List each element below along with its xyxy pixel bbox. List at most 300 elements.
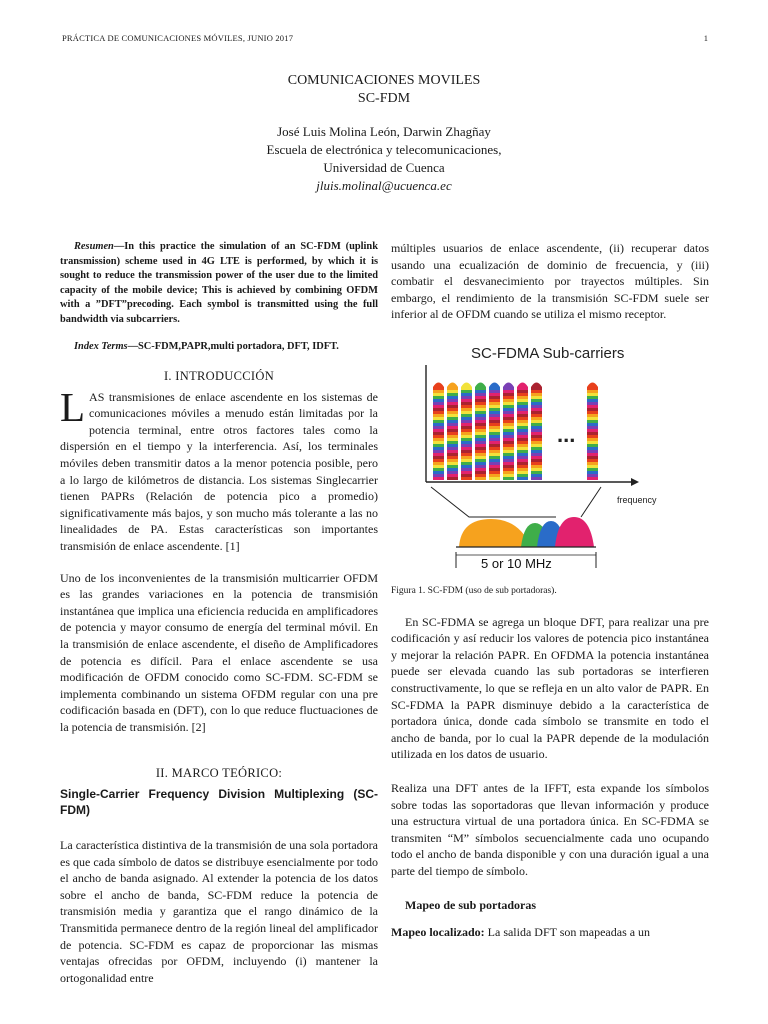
subcarrier-band — [517, 393, 528, 396]
left-column — [60, 240, 378, 986]
subcarrier-band — [503, 462, 514, 465]
subcarrier-band — [531, 471, 542, 474]
subcarrier-band — [587, 456, 598, 459]
subcarrier-band — [447, 462, 458, 465]
subcarrier-band — [433, 420, 444, 423]
subcarrier-band — [531, 462, 542, 465]
subcarrier-band — [517, 447, 528, 450]
subcarrier-band — [517, 465, 528, 468]
marco-paragraph-3: Realiza una DFT antes de la IFFT, esta expande los símbolos sobre todas las soportadoras que llevan información y produce una estructura virtual de una portadora única. En SC-FDMA se transmiten “M” símbolos secuencialmente cada uno ocupando todo el ancho de banda disponible y con una duración igual a una parte del tiempo de símbolo. — [391, 780, 709, 878]
subsection-heading-scfdm: Single-Carrier Frequency Division Multiplexing (SC-FDM) — [60, 787, 378, 818]
subcarrier-band — [517, 471, 528, 474]
subcarrier-band — [433, 393, 444, 396]
subcarrier-band — [503, 387, 514, 390]
section-heading-marco-teorico: II. MARCO TEÓRICO: — [155, 766, 283, 781]
subcarrier-band — [503, 468, 514, 471]
marco-paragraph-1: La característica distintiva de la transmisión de una sola portadora es que cada símbolo de datos se distribuye esencialmente por todo el ancho de banda asignado. Al extender la potencia de los datos sobre el ancho de banda, SC-FDM reduce la potencia de transmisión media y garantiza que el rango dinámico de la Transmitida permanece dentro de la región lineal del amplificador de potencia. SC-FDM es capaz de proporcionar las mismas ventajas ofrecidas por OFDM, incluyendo (i) mantener la ortogonalidad entre — [60, 838, 378, 985]
subcarrier-band — [531, 417, 542, 420]
subcarrier-band — [517, 462, 528, 465]
subsection-heading-mapeo: Mapeo de sub portadoras — [405, 898, 537, 913]
subcarrier-band — [475, 408, 486, 411]
subcarrier-band — [461, 417, 472, 420]
subcarrier-band — [489, 477, 500, 480]
subcarrier-band — [475, 426, 486, 429]
subcarrier-band — [489, 456, 500, 459]
subcarrier-band — [517, 423, 528, 426]
subcarrier-band — [447, 426, 458, 429]
subcarrier-band — [475, 447, 486, 450]
subcarrier-band — [475, 474, 486, 477]
subcarrier-band — [461, 456, 472, 459]
abstract — [60, 240, 378, 327]
intro-paragraph-2: Uno de los inconvenientes de la transmisión multicarrier OFDM es las grandes variaciones en la potencia de transmisión instantánea que implica una eficiencia reducida en amplificadores de potencia y mayor consumo de energía del terminal móvil. En la transmisión de enlace ascendente, el diseño de Amplificadores de potencia es difícil. Para el enlace ascendente se usa modificación de OFDM conocido como SC-FDM. SC-FDM se implementa combinando un sistema OFDM regular con una pre codificación basada en (DFT), con lo que reduce fluctuaciones de la potencia de transmisión. [2] — [60, 570, 378, 734]
subcarrier-band — [447, 429, 458, 432]
subcarrier-band — [433, 450, 444, 453]
subcarrier-band — [447, 393, 458, 396]
subcarrier-band — [447, 390, 458, 393]
subcarrier-band — [433, 435, 444, 438]
subcarrier-band — [461, 402, 472, 405]
subcarrier-band — [475, 450, 486, 453]
subcarrier-band — [433, 441, 444, 444]
subcarrier-band — [461, 444, 472, 447]
subcarrier-band — [475, 471, 486, 474]
frequency-label: frequency — [617, 494, 657, 505]
subcarrier-band — [531, 477, 542, 480]
subcarrier-band — [517, 432, 528, 435]
subcarrier-band — [503, 408, 514, 411]
marco-paragraph-4-text: La salida DFT son mapeadas a un — [484, 925, 651, 940]
subcarrier-band — [587, 414, 598, 417]
subcarrier-band — [447, 411, 458, 414]
subcarrier-band — [461, 441, 472, 444]
intro-paragraph-1-text: AS transmisiones de enlace ascendente en los sistemas de comunicaciones móviles a menudo están limitadas por la potencia terminal, entre otros factores tales como la dispersión en el tiempo y la interferencia. Así, los terminales móviles deben transmitir datos a la menor potencia posible, pero a lo largo de kilómetros de distancia. Los sistemas Singlecarrier tienen PAPRs (Relación de potencia pico a promedio) significativamente más bajos, y son mucho más tolerante a las no linealidades de PA. Estas características son importantes transmisión de enlace ascendente. [1] — [60, 389, 378, 553]
subcarrier-band — [503, 465, 514, 468]
spectrum-shapes — [459, 517, 594, 547]
subcarrier-band — [587, 402, 598, 405]
subcarrier-band — [461, 387, 472, 390]
subcarrier-band — [447, 417, 458, 420]
subcarrier-band — [447, 399, 458, 402]
index-terms-lead: Index Terms — [74, 341, 128, 352]
subcarrier-band — [587, 465, 598, 468]
subcarrier-band — [461, 420, 472, 423]
subcarrier-cap — [433, 382, 444, 387]
subcarrier-band — [517, 456, 528, 459]
subcarrier-band — [531, 426, 542, 429]
subcarrier-band — [587, 462, 598, 465]
subcarrier-band — [517, 396, 528, 399]
affiliation-school: Escuela de electrónica y telecomunicaciones, — [266, 142, 502, 157]
subcarrier-band — [587, 471, 598, 474]
subcarrier-band — [531, 438, 542, 441]
subcarrier-band — [531, 429, 542, 432]
subcarrier-band — [503, 459, 514, 462]
subcarrier-band — [433, 417, 444, 420]
subcarrier-band — [447, 456, 458, 459]
subcarrier-band — [587, 438, 598, 441]
subcarrier-band — [517, 435, 528, 438]
subcarrier-band — [433, 414, 444, 417]
subcarrier-band — [503, 447, 514, 450]
subcarrier-band — [489, 420, 500, 423]
subcarrier-band — [517, 420, 528, 423]
abstract-text: —In this practice the simulation of an SC-FDM (uplink transmission) scheme used in 4G LTE is performed, by which it is sought to reduce the transmission power of the user due to the limited capacity of the mobile device; This is achieved by combining OFDM with a ”DFT”precoding. Each symbol is transmitted using the full bandwidth via subcarriers. — [60, 241, 378, 325]
subcarrier-band — [433, 426, 444, 429]
subcarrier-band — [503, 453, 514, 456]
subcarrier-band — [503, 441, 514, 444]
subcarrier-band — [531, 423, 542, 426]
subcarrier-band — [489, 459, 500, 462]
figure-1 — [391, 337, 709, 581]
subcarrier-band — [461, 411, 472, 414]
subcarrier-band — [503, 402, 514, 405]
subcarrier-band — [489, 474, 500, 477]
subcarrier-column — [503, 382, 514, 480]
subcarrier-band — [587, 444, 598, 447]
subcarrier-band — [433, 429, 444, 432]
subcarrier-band — [587, 429, 598, 432]
subcarrier-column — [447, 382, 458, 480]
subcarrier-band — [503, 456, 514, 459]
subcarrier-band — [489, 417, 500, 420]
subcarrier-band — [433, 402, 444, 405]
spectrum-lobe — [459, 519, 531, 547]
subcarrier-band — [475, 429, 486, 432]
subcarrier-band — [517, 429, 528, 432]
subcarrier-band — [489, 399, 500, 402]
subcarrier-band — [517, 390, 528, 393]
subcarrier-band — [503, 471, 514, 474]
subcarrier-cap — [503, 382, 514, 387]
subcarrier-band — [475, 405, 486, 408]
subcarrier-band — [503, 393, 514, 396]
subcarrier-band — [517, 414, 528, 417]
subcarrier-band — [461, 459, 472, 462]
subcarrier-band — [489, 435, 500, 438]
subcarrier-column — [475, 382, 486, 480]
subcarrier-band — [517, 408, 528, 411]
subcarrier-band — [517, 387, 528, 390]
subcarrier-band — [587, 474, 598, 477]
subcarrier-band — [531, 453, 542, 456]
subcarrier-band — [461, 474, 472, 477]
subcarrier-band — [531, 396, 542, 399]
subcarrier-band — [503, 432, 514, 435]
paper-subtitle: SC-FDM — [357, 91, 411, 106]
index-terms — [60, 340, 378, 354]
subcarrier-band — [433, 462, 444, 465]
subcarrier-band — [503, 399, 514, 402]
subcarrier-band — [517, 444, 528, 447]
subcarrier-band — [433, 477, 444, 480]
marco-paragraph-2: En SC-FDMA se agrega un bloque DFT, para realizar una pre codificación y así reducir los valores de potencia pico instantánea y mejorar la relación PAPR. En OFDMA la potencia instantánea puede ser elevada cuando las sub portadoras se interfieren constructivamente, lo que se refleja en un alto valor de PAPR. En SC-FDMA la PAPR disminuye debido a la característica de portadora única, donde cada símbolo se transmite en todo el ancho de banda, por lo cual la PAPR depende de la modulación utilizada en los datos de usuario. — [391, 614, 709, 762]
subcarrier-cap — [531, 382, 542, 387]
subcarrier-band — [461, 405, 472, 408]
subcarrier-band — [503, 477, 514, 480]
subcarrier-band — [489, 462, 500, 465]
bandwidth-label: 5 or 10 MHz — [481, 555, 552, 569]
subcarrier-band — [433, 399, 444, 402]
subcarrier-cap — [587, 382, 598, 387]
subcarrier-band — [447, 474, 458, 477]
subcarrier-band — [433, 423, 444, 426]
subcarrier-band — [447, 453, 458, 456]
subcarrier-band — [447, 405, 458, 408]
subcarrier-band — [447, 420, 458, 423]
subcarrier-band — [587, 390, 598, 393]
subcarrier-band — [587, 426, 598, 429]
subcarrier-band — [461, 390, 472, 393]
subcarrier-band — [587, 393, 598, 396]
subcarrier-band — [587, 399, 598, 402]
spectrum-lobe — [555, 517, 594, 547]
right-column — [391, 240, 709, 941]
subcarrier-band — [475, 420, 486, 423]
subcarrier-band — [475, 441, 486, 444]
subcarrier-column — [489, 382, 500, 480]
subcarrier-band — [531, 411, 542, 414]
subcarrier-band — [433, 438, 444, 441]
subcarrier-band — [475, 396, 486, 399]
subcarrier-band — [475, 402, 486, 405]
subcarrier-band — [447, 423, 458, 426]
authors: José Luis Molina León, Darwin Zhagñay — [277, 124, 491, 139]
subcarrier-band — [447, 441, 458, 444]
subcarrier-band — [531, 444, 542, 447]
subcarrier-band — [447, 414, 458, 417]
subcarrier-band — [447, 450, 458, 453]
subcarrier-band — [531, 441, 542, 444]
subcarrier-band — [587, 432, 598, 435]
subcarrier-band — [447, 387, 458, 390]
index-terms-text: —SC-FDM,PAPR,multi portadora, DFT, IDFT. — [127, 341, 339, 352]
subcarrier-band — [447, 459, 458, 462]
subcarrier-band — [433, 465, 444, 468]
subcarrier-band — [517, 453, 528, 456]
subcarrier-band — [489, 393, 500, 396]
connector-left — [431, 487, 556, 517]
subcarrier-band — [433, 387, 444, 390]
subcarrier-band — [503, 396, 514, 399]
subcarrier-band — [503, 438, 514, 441]
subcarrier-band — [489, 438, 500, 441]
subcarrier-band — [461, 408, 472, 411]
x-axis-arrow-icon — [631, 478, 639, 486]
subcarrier-band — [433, 447, 444, 450]
subcarrier-band — [503, 420, 514, 423]
subcarrier-band — [461, 435, 472, 438]
subcarrier-band — [447, 471, 458, 474]
subcarrier-band — [587, 459, 598, 462]
subcarrier-band — [531, 414, 542, 417]
subcarrier-band — [517, 405, 528, 408]
subcarrier-band — [475, 414, 486, 417]
subcarrier-band — [531, 468, 542, 471]
subcarrier-band — [461, 438, 472, 441]
subcarrier-band — [433, 456, 444, 459]
paper-title: COMUNICACIONES MOVILES — [287, 73, 481, 88]
subcarrier-band — [489, 387, 500, 390]
subcarrier-band — [433, 396, 444, 399]
subcarrier-band — [587, 423, 598, 426]
subcarrier-band — [517, 450, 528, 453]
subcarrier-band — [503, 423, 514, 426]
subcarrier-band — [503, 405, 514, 408]
subcarrier-band — [517, 411, 528, 414]
subcarrier-band — [475, 399, 486, 402]
subcarrier-cap — [461, 382, 472, 387]
subcarrier-band — [475, 462, 486, 465]
page-number: 1 — [703, 33, 708, 43]
subcarrier-band — [475, 444, 486, 447]
subcarrier-band — [503, 429, 514, 432]
abstract-lead: Resumen — [74, 241, 114, 252]
subcarrier-band — [461, 396, 472, 399]
ellipsis: ... — [557, 421, 576, 447]
affiliation-university: Universidad de Cuenca — [323, 160, 445, 175]
subcarrier-band — [447, 468, 458, 471]
subcarrier-band — [475, 390, 486, 393]
subcarrier-band — [475, 459, 486, 462]
subcarrier-band — [475, 465, 486, 468]
subcarrier-band — [587, 468, 598, 471]
subcarrier-band — [489, 450, 500, 453]
subcarrier-band — [433, 432, 444, 435]
subcarrier-band — [475, 417, 486, 420]
subcarrier-band — [475, 477, 486, 480]
subcarrier-band — [503, 414, 514, 417]
subcarrier-band — [489, 411, 500, 414]
subcarrier-band — [433, 405, 444, 408]
subcarrier-band — [489, 423, 500, 426]
subcarrier-band — [461, 450, 472, 453]
subcarrier-band — [475, 456, 486, 459]
subcarrier-band — [531, 408, 542, 411]
subcarrier-band — [489, 468, 500, 471]
subcarrier-band — [531, 450, 542, 453]
subcarrier-band — [587, 441, 598, 444]
subcarrier-cap — [475, 382, 486, 387]
subcarrier-band — [433, 453, 444, 456]
subcarrier-band — [587, 420, 598, 423]
subcarrier-band — [433, 459, 444, 462]
subcarrier-band — [489, 429, 500, 432]
subcarrier-band — [531, 447, 542, 450]
subcarrier-band — [489, 465, 500, 468]
subcarrier-column — [531, 382, 542, 480]
figure-title: SC-FDMA Sub-carriers — [471, 344, 625, 362]
subcarrier-band — [461, 471, 472, 474]
marco-paragraph-1-continued: múltiples usuarios de enlace ascendente, (ii) recuperar datos usando una ecualización de dominio de frecuencia, y (iii) combatir el desvanecimiento por trayectos múltiples. Sin embargo, el rendimiento de la transmisión SC-FDM suele ser inferior al de OFDM cuando se utiliza el mismo receptor. — [391, 241, 709, 322]
subcarrier-band — [461, 399, 472, 402]
subcarrier-band — [433, 474, 444, 477]
subcarrier-band — [503, 411, 514, 414]
marco-paragraph-4 — [391, 924, 709, 941]
subcarrier-band — [475, 423, 486, 426]
subcarrier-band — [475, 453, 486, 456]
subcarrier-band — [461, 423, 472, 426]
subcarrier-band — [531, 393, 542, 396]
subcarrier-band — [433, 408, 444, 411]
subcarrier-band — [489, 402, 500, 405]
subcarrier-band — [587, 417, 598, 420]
subcarrier-band — [447, 444, 458, 447]
subcarrier-column — [517, 382, 528, 480]
subcarrier-band — [461, 432, 472, 435]
subcarrier-band — [489, 408, 500, 411]
subcarrier-band — [461, 465, 472, 468]
mapeo-localizado-lead: Mapeo localizado: — [391, 925, 485, 940]
subcarrier-band — [503, 417, 514, 420]
subcarrier-band — [433, 471, 444, 474]
subcarrier-band — [531, 435, 542, 438]
subcarrier-band — [447, 432, 458, 435]
subcarrier-band — [587, 408, 598, 411]
subcarrier-band — [447, 447, 458, 450]
subcarrier-band — [489, 432, 500, 435]
subcarrier-band — [517, 399, 528, 402]
subcarrier-band — [531, 405, 542, 408]
subcarrier-band — [503, 474, 514, 477]
subcarrier-band — [461, 462, 472, 465]
subcarrier-band — [475, 393, 486, 396]
title-block — [0, 72, 768, 195]
subcarrier-band — [503, 390, 514, 393]
subcarrier-band — [517, 474, 528, 477]
subcarrier-band — [587, 453, 598, 456]
subcarrier-band — [587, 411, 598, 414]
subcarrier-band — [475, 387, 486, 390]
subcarrier-band — [531, 432, 542, 435]
subcarrier-band — [461, 468, 472, 471]
subcarrier-band — [531, 402, 542, 405]
intro-paragraph-1 — [60, 383, 378, 555]
subcarrier-band — [447, 477, 458, 480]
subcarrier-cap — [489, 382, 500, 387]
subcarrier-band — [517, 441, 528, 444]
subcarrier-band — [587, 387, 598, 390]
subcarrier-band — [517, 468, 528, 471]
connector-right — [581, 487, 601, 517]
subcarrier-band — [503, 444, 514, 447]
subcarrier-band — [475, 435, 486, 438]
subcarrier-band — [475, 438, 486, 441]
subcarrier-band — [447, 438, 458, 441]
subcarrier-column — [461, 382, 472, 480]
subcarrier-band — [517, 459, 528, 462]
subcarrier-band — [587, 435, 598, 438]
subcarrier-band — [503, 450, 514, 453]
running-head: PRÁCTICA DE COMUNICACIONES MÓVILES, JUNIO 2017 — [62, 33, 294, 43]
figure-caption: Figura 1. SC-FDM (uso de sub portadoras). — [391, 585, 557, 596]
subcarrier-band — [475, 468, 486, 471]
subcarrier-band — [587, 477, 598, 480]
subcarrier-band — [503, 435, 514, 438]
subcarrier-band — [447, 435, 458, 438]
subcarrier-band — [489, 426, 500, 429]
subcarrier-band — [489, 396, 500, 399]
subcarrier-band — [503, 426, 514, 429]
subcarrier-band — [531, 456, 542, 459]
subcarrier-band — [475, 432, 486, 435]
subcarrier-band — [447, 396, 458, 399]
subcarrier-band — [489, 405, 500, 408]
author-email[interactable]: jluis.molinal@ucuenca.ec — [316, 178, 452, 193]
subcarrier-band — [433, 444, 444, 447]
subcarrier-band — [517, 426, 528, 429]
subcarrier-band — [517, 438, 528, 441]
